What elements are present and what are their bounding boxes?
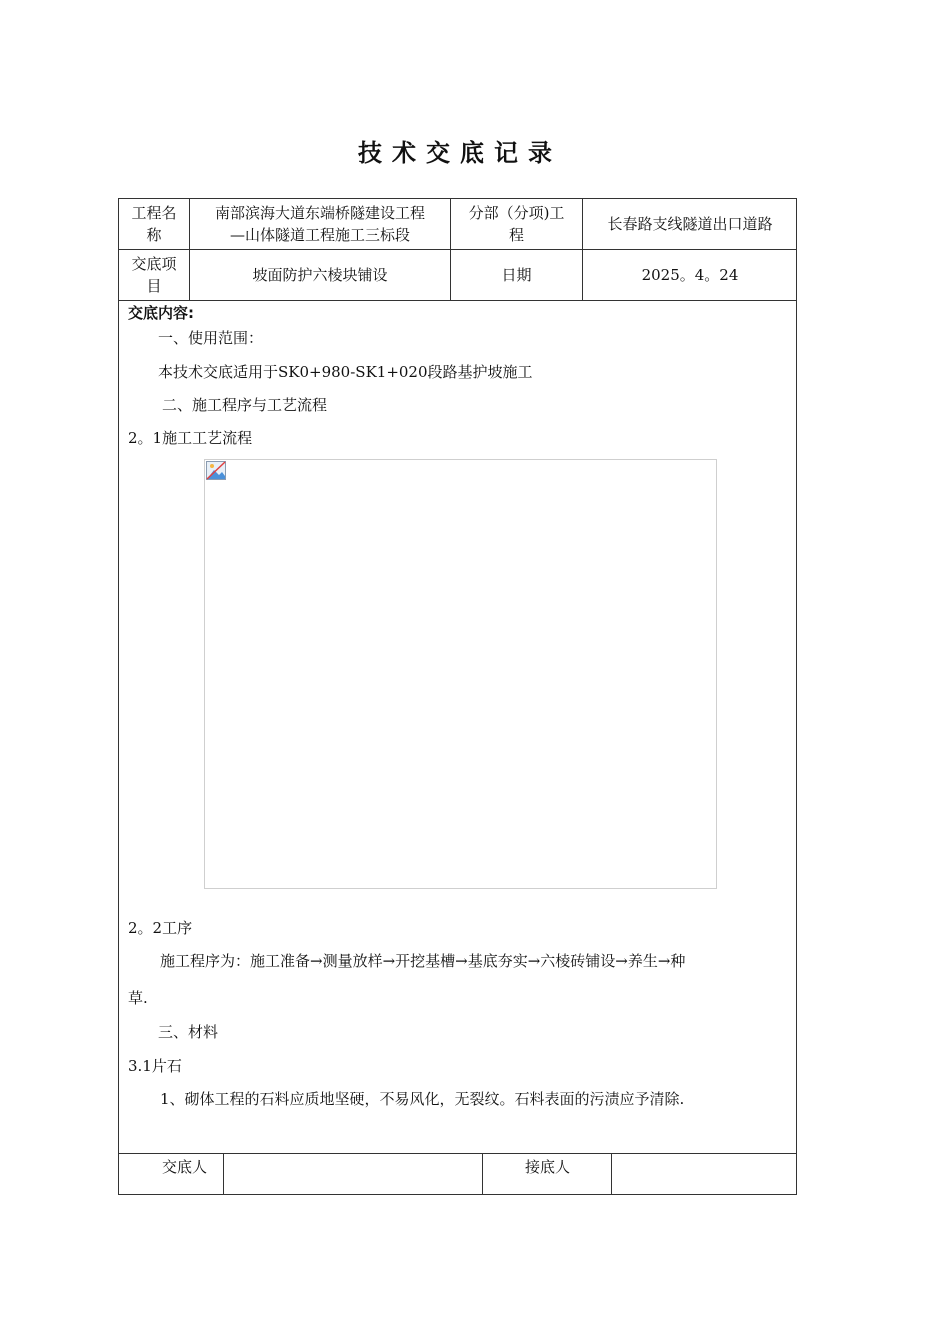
- giver-label: 交底人: [162, 1158, 208, 1176]
- section2-1-title: 2。1施工工艺流程: [128, 429, 253, 447]
- subproject-value: 长春路支线隧道出口道路: [607, 215, 773, 233]
- procedure-line: 施工程序为：施工准备→测量放样→开挖基槽→基底夯实→六棱砖铺设→养生→种: [160, 952, 686, 970]
- date-value: 2025。4。24: [641, 266, 739, 284]
- process-flow-image: [204, 459, 717, 889]
- table-divider: [223, 1153, 224, 1195]
- table-divider: [118, 300, 797, 301]
- section2-2-title: 2。2工序: [128, 919, 193, 937]
- document-title: 技术交底记录: [358, 139, 562, 167]
- table-divider: [118, 1153, 797, 1154]
- material-text: 1、砌体工程的石料应质地坚硬，不易风化，无裂纹。石料表面的污渍应予清除.: [160, 1090, 685, 1108]
- item-label: 交底项 目: [131, 255, 177, 295]
- section1-text: 本技术交底适用于SK0+980-SK1+020段路基护坡施工: [158, 363, 533, 381]
- section1-title: 一、使用范围：: [158, 329, 264, 347]
- item-value: 坡面防护六棱块铺设: [252, 266, 388, 284]
- receiver-label: 接底人: [525, 1158, 571, 1176]
- date-label: 日期: [501, 266, 532, 284]
- broken-image-icon: [206, 461, 226, 480]
- section3-1-title: 3.1片石: [128, 1057, 182, 1075]
- project-name-value: 南部滨海大道东端桥隧建设工程 —山体隧道工程施工三标段: [214, 204, 425, 244]
- section2-title: 二、施工程序与工艺流程: [162, 396, 328, 414]
- subproject-label: 分部（分项)工 程: [468, 204, 565, 244]
- content-heading: 交底内容:: [128, 304, 194, 322]
- table-divider: [611, 1153, 612, 1195]
- procedure-line-continued: 草.: [128, 989, 148, 1007]
- table-divider: [482, 1153, 483, 1195]
- project-name-label: 工程名 称: [131, 204, 177, 244]
- section3-title: 三、材料: [158, 1023, 219, 1041]
